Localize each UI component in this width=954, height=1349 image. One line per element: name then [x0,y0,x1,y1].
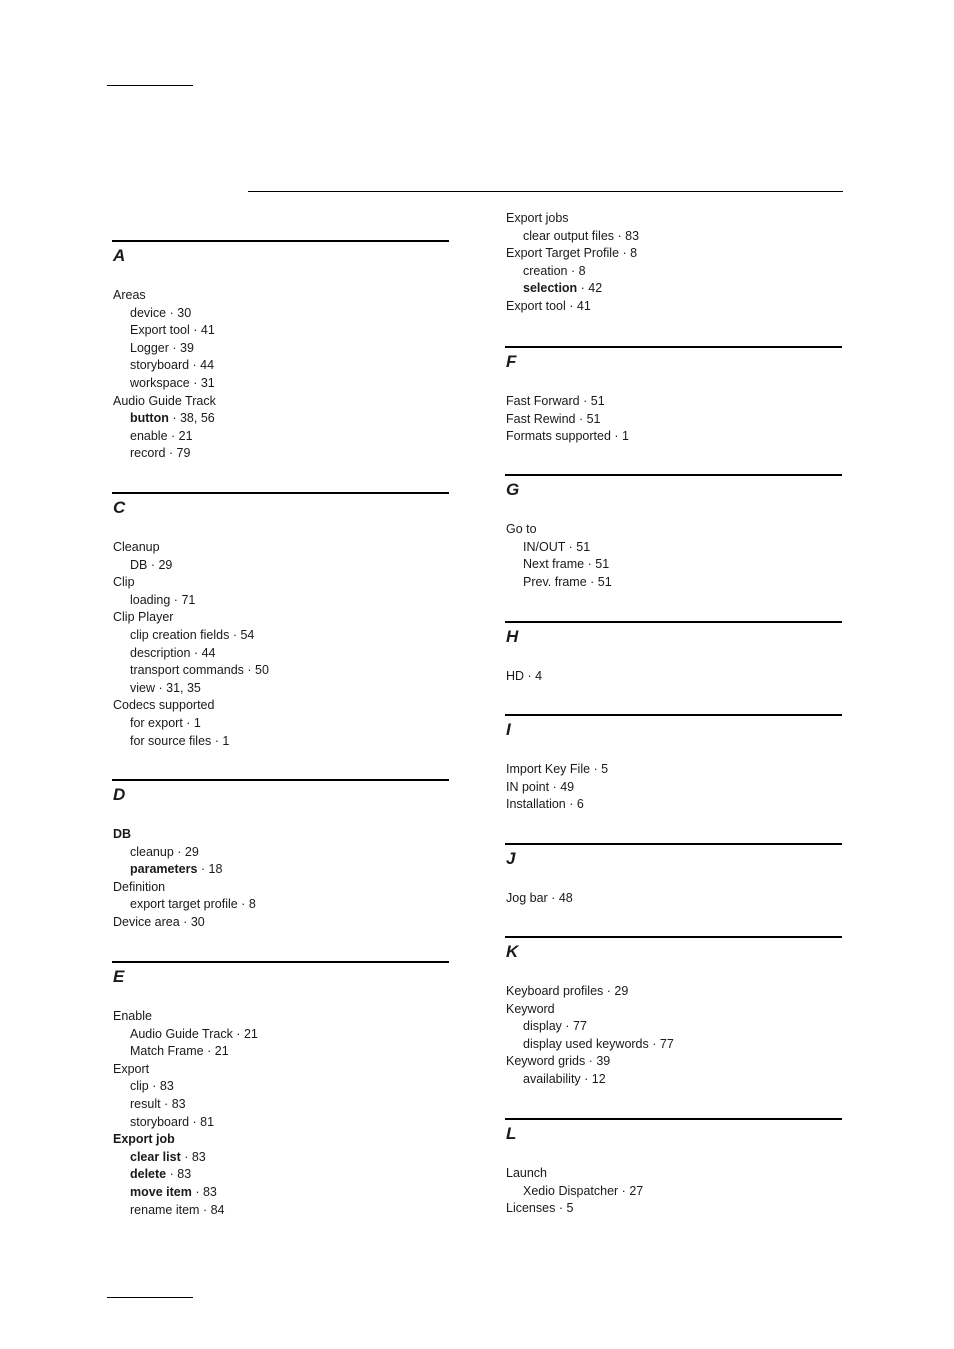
page-separator: · [173,844,185,859]
index-term: DB [130,557,148,572]
index-entry [505,280,842,298]
index-page-numbers: 8 [578,263,586,278]
index-term: storyboard [130,1114,190,1129]
index-page-numbers: 1 [222,733,230,748]
index-term: Export jobs [506,211,569,225]
index-term: view [130,680,156,695]
index-term: Audio Guide Track [113,393,216,408]
index-section-a [112,240,449,463]
page-separator: · [590,762,602,776]
index-term: result [130,1096,161,1111]
index-entry [505,796,842,814]
index-page-numbers: 12 [591,1071,606,1086]
page-separator: · [211,733,223,748]
page-separator: · [243,663,256,678]
index-page-numbers: 84 [210,1202,225,1217]
index-entry [112,1096,449,1114]
index-term: rename item [130,1202,200,1217]
index-section-continued [505,210,842,316]
index-entry [112,662,449,680]
index-entry [112,609,449,627]
index-entry [112,557,449,575]
page-separator: · [190,645,202,660]
index-term: creation [523,263,568,278]
page-separator: · [565,298,577,313]
index-term: storyboard [130,358,190,373]
section-header [112,779,449,821]
index-entry [112,715,449,733]
index-entry [505,263,842,281]
page-separator: · [189,375,201,390]
index-page-numbers: 79 [176,446,191,461]
section-header [505,843,842,885]
index-page-numbers: 31, 35 [166,680,201,695]
index-entry [112,340,449,358]
index-term: availability [523,1071,581,1086]
index-entry [505,298,842,316]
page-separator: · [524,669,536,683]
index-page-numbers: 83 [191,1149,206,1164]
index-entry [112,287,449,305]
index-term: Keyboard profiles [506,984,604,998]
index-entry [112,1114,449,1132]
index-page-numbers: 29 [614,984,629,998]
footer-short-rule [107,1297,193,1298]
index-entry [505,245,842,263]
index-page-numbers: 4 [535,669,543,683]
index-term: transport commands [130,663,244,678]
index-term: description [130,645,191,660]
index-page-numbers: 27 [629,1183,644,1198]
index-term: IN point [506,779,550,794]
page-separator: · [229,627,241,642]
page-separator: · [189,1114,201,1129]
index-term: export target profile [130,897,238,912]
index-page-numbers: 51 [586,411,601,426]
page-separator: · [579,394,591,408]
index-page-numbers: 83 [625,228,640,243]
index-page-numbers: 77 [659,1036,674,1051]
index-term: Next frame [523,557,585,572]
index-section-d [112,779,449,932]
index-page-numbers: 8 [630,246,638,261]
page-separator: · [577,281,589,296]
page-separator: · [179,914,191,929]
page-separator: · [585,1054,597,1069]
index-page-numbers: 29 [158,557,173,572]
index-page-numbers: 1 [193,715,201,730]
index-entry [112,322,449,340]
page-separator: · [147,557,159,572]
index-page-numbers: 1 [622,429,629,444]
index-term: enable [130,428,168,443]
index-entry [112,879,449,897]
index-entry [112,410,449,428]
index-page-numbers: 18 [208,862,223,877]
page-separator: · [610,429,623,444]
index-term: selection [523,281,578,296]
index-page-numbers: 71 [181,592,196,607]
section-letter: L [506,1124,517,1143]
index-entry [112,1149,449,1167]
section-letter: D [113,785,126,804]
index-term: Import Key File [506,762,591,776]
page-separator: · [619,246,631,261]
page-separator: · [166,305,178,320]
page-separator: · [648,1036,660,1051]
index-term: cleanup [130,844,174,859]
index-entry [505,393,842,411]
index-page-numbers: 21 [243,1026,258,1041]
index-entry [505,1071,842,1089]
index-section-j [505,843,842,908]
page-separator: · [166,1167,178,1182]
section-letter: G [506,480,520,499]
index-term: Export tool [506,298,566,313]
page-separator: · [180,1149,192,1164]
index-term: workspace [130,375,190,390]
index-entry [112,861,449,879]
index-page-numbers: 41 [200,323,215,338]
index-term: Installation [506,797,566,812]
index-entry [505,556,842,574]
index-page-numbers: 5 [566,1201,574,1216]
index-entry [505,1036,842,1054]
section-letter: A [113,246,126,265]
section-header [505,474,842,516]
index-page-numbers: 39 [180,340,194,355]
index-page-numbers: 51 [597,574,612,589]
index-term: delete [130,1167,167,1182]
index-term: Enable [113,1009,152,1023]
index-entry [112,826,449,844]
index-term: Fast Forward [506,394,580,408]
section-letter: J [506,849,516,868]
index-entry [112,697,449,715]
index-page-numbers: 5 [601,762,609,776]
index-entry [112,1043,449,1061]
page-separator: · [575,411,587,426]
section-letter: I [506,720,511,739]
index-term: Prev. frame [523,574,587,589]
index-entry [505,1200,842,1218]
index-entry [505,761,842,779]
page-separator: · [603,984,615,998]
index-entry [505,210,842,228]
index-entry [112,914,449,932]
index-entry [505,1053,842,1071]
page-separator: · [168,340,181,355]
index-term: Export [113,1061,150,1076]
header-long-rule [248,191,843,192]
page-separator: · [586,574,598,589]
index-entry [112,680,449,698]
section-header [505,621,842,663]
index-page-numbers: 42 [588,281,603,296]
page-separator: · [155,680,167,695]
index-term: IN/OUT [523,539,566,554]
index-term: display [523,1019,562,1034]
index-page-numbers: 83 [202,1184,217,1199]
section-header [505,714,842,756]
index-page-numbers: 81 [200,1114,215,1129]
index-entry [505,779,842,797]
index-entry [505,1018,842,1036]
index-term: Audio Guide Track [130,1026,233,1041]
page-separator: · [197,862,209,877]
page-separator: · [232,1026,244,1041]
index-page-numbers: 44 [200,358,215,373]
index-term: Xedio Dispatcher [523,1183,619,1198]
index-term: Cleanup [113,540,160,554]
index-entry [505,521,842,539]
section-header [505,346,842,388]
page-separator: · [565,539,577,554]
index-term: Match Frame [130,1044,204,1059]
section-letter: H [506,627,519,646]
index-page-numbers: 30 [190,914,205,929]
section-letter: F [506,352,517,371]
index-term: button [130,411,169,426]
page-separator: · [148,1079,160,1094]
index-section-e [112,961,449,1219]
index-entry [505,228,842,246]
page-separator: · [584,557,596,572]
index-term: clear list [130,1149,181,1164]
index-page-numbers: 48 [558,891,573,905]
index-entry [112,1202,449,1220]
index-page-numbers: 51 [595,557,610,572]
index-page-numbers: 83 [159,1079,174,1094]
page-separator: · [567,263,579,278]
index-entry [112,627,449,645]
index-term: Clip [113,575,135,590]
page-separator: · [237,897,249,912]
page-separator: · [191,1184,203,1199]
section-header [505,936,842,978]
index-entry [505,574,842,592]
header-short-rule [107,85,193,86]
index-term: parameters [130,862,198,877]
index-section-h [505,621,842,686]
index-page-numbers: 83 [177,1167,192,1182]
index-entry [505,890,842,908]
index-entry [112,428,449,446]
page-separator: · [555,1201,567,1216]
index-term: Codecs supported [113,698,215,713]
index-term: Areas [113,288,146,302]
page-separator: · [170,592,182,607]
index-term: clip creation fields [130,627,230,642]
index-entry [505,1183,842,1201]
index-term: Definition [113,879,166,894]
section-header [112,492,449,534]
index-term: device [130,305,167,320]
section-header [505,1118,842,1160]
index-page-numbers: 6 [576,797,584,812]
index-entry [112,1184,449,1202]
index-entry [112,1061,449,1079]
index-entry [505,1001,842,1019]
index-page-numbers: 41 [576,298,591,313]
index-page-numbers: 21 [178,428,193,443]
index-page-numbers: 31 [200,375,215,390]
section-header [112,961,449,1003]
page-separator: · [580,1071,592,1086]
page-separator: · [203,1044,215,1059]
index-page-numbers: 30 [177,305,192,320]
section-header [112,240,449,282]
index-term: Fast Rewind [506,411,576,426]
page-separator: · [165,446,177,461]
index-entry [112,574,449,592]
index-entry [112,896,449,914]
index-page-numbers: 54 [240,627,255,642]
section-letter: K [506,942,519,961]
index-page-numbers: 51 [590,394,605,408]
index-term: Keyword grids [506,1054,586,1069]
page-separator: · [182,715,194,730]
index-page-numbers: 39 [596,1054,611,1069]
index-section-k [505,936,842,1089]
page-separator: · [547,891,559,905]
index-entry [505,668,842,686]
section-letter: E [113,967,125,986]
index-page-numbers: 77 [573,1019,587,1034]
page-separator: · [549,779,561,794]
index-term: clear output files [523,228,615,243]
index-entry [505,539,842,557]
index-entry [505,983,842,1001]
index-page-numbers: 8 [248,897,256,912]
page-separator: · [168,411,180,426]
index-entry [112,1131,449,1149]
index-term: clip [130,1079,149,1094]
index-page-numbers: 49 [560,779,575,794]
index-term: Launch [506,1166,548,1180]
index-term: record [130,446,166,461]
index-entry [505,1165,842,1183]
page-separator: · [189,323,201,338]
index-page-numbers: 21 [214,1044,229,1059]
index-entry [112,375,449,393]
index-term: for export [130,715,183,730]
index-term: loading [130,592,171,607]
index-term: Licenses [506,1201,556,1216]
index-term: Jog bar [506,891,548,905]
index-term: Device area [113,914,180,929]
index-term: Go to [506,522,537,536]
index-section-g [505,474,842,591]
index-term: Keyword [506,1001,555,1016]
index-section-l [505,1118,842,1218]
index-entry [112,645,449,663]
index-page-numbers: 83 [171,1096,186,1111]
section-letter: C [113,498,126,517]
index-section-c [112,492,449,750]
index-entry [112,1008,449,1026]
index-entry [505,428,842,446]
page-separator: · [167,428,179,443]
page-separator: · [160,1096,172,1111]
index-entry [112,393,449,411]
page-separator: · [614,228,626,243]
index-entry [112,844,449,862]
index-entry [112,305,449,323]
index-page-numbers: 38, 56 [179,411,215,426]
index-term: HD [506,669,525,683]
index-term: for source files [130,733,212,748]
index-entry [112,1078,449,1096]
index-term: display used keywords [523,1036,649,1051]
index-section-f [505,346,842,446]
index-entry [112,539,449,557]
index-section-i [505,714,842,814]
index-page-numbers: 50 [255,663,269,678]
page-separator: · [199,1202,211,1217]
page-separator: · [618,1183,630,1198]
index-entry [505,411,842,429]
page-separator: · [561,1019,574,1034]
index-entry [112,357,449,375]
index-entry [112,733,449,751]
index-term: DB [113,827,132,841]
page-separator: · [189,358,201,373]
index-term: Export tool [130,323,190,338]
index-entry [112,1166,449,1184]
index-term: Clip Player [113,610,174,625]
page-separator: · [565,797,577,812]
index-term: move item [130,1184,192,1199]
index-entry [112,592,449,610]
index-term: Logger [130,340,169,355]
index-entry [112,445,449,463]
index-page-numbers: 51 [576,539,591,554]
index-term: Export job [113,1132,175,1147]
index-term: Formats supported [506,429,611,444]
index-entry [112,1026,449,1044]
index-page-numbers: 29 [184,844,199,859]
index-page-numbers: 44 [201,645,216,660]
index-term: Export Target Profile [506,246,620,261]
